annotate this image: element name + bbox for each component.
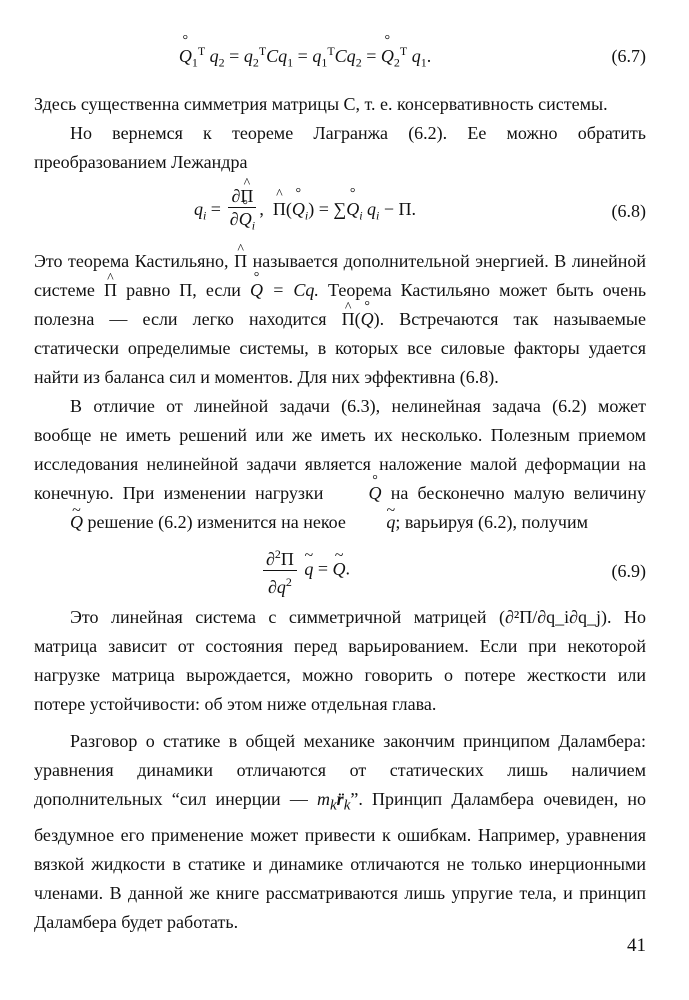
text-run: Теорема Кастильяно может быть очень полезна — если легко находится (34, 280, 647, 329)
text-run: Разговор о статике в общей механике закончим принципом Даламбера: уравнения динамики отличаются от статических лишь наличием дополнительных “сил инерции — (34, 731, 646, 809)
text-run: ”. Принцип Даламбера очевиден, но бездумное его применение может привести к ошибкам. Например, уравнения вязкой жидкости в статике и динамике отличаются не только инерционными членами. В данной же книге рассматриваются лишь упругие тела, и принцип Даламбера будет работать. (34, 789, 646, 932)
equation-number: (6.8) (611, 201, 646, 221)
paragraph-nonlinear: В отличие от линейной задачи (6.3), нелинейная задача (6.2) может вообще не иметь решений или же иметь их несколько. Полезным приемом исследования нелинейной задачи является наложение малой деформации на конечную. При изменении нагрузки ° Q на бесконечно малую величину ~ Q решение (6.2) изменится на некое ~ q; варьируя (6.2), получим (34, 392, 646, 537)
paragraph-castigliano: Это теорема Кастильяно, ^ П называется дополнительной энергией. В линейной системе ^ П равно П, если ° Q = Cq. Теорема Кастильяно может быть очень полезна — если легко находится ^ П(° Q). Встречаются так называемые статически определимые системы, в которых все силовые факторы удается найти из баланса сил и моментов. Для них эффективна (6.8). (34, 247, 646, 392)
equation-6-8 (34, 177, 646, 247)
paragraph-linear-system: Это линейная система с симметричной матрицей (∂²П/∂q_i∂q_j). Но матрица зависит от состояния перед варьированием. Если при некоторой нагрузке матрица вырождается, можно говорить о потере жесткости или потере устойчивости: об этом ниже отдельная глава. (34, 607, 646, 714)
paragraph-dalembert: Разговор о статике в общей механике закончим принципом Даламбера: уравнения динамики отличаются от статических лишь наличием дополнительных “сил инерции — $m_kr̈_k$”. Принцип Даламбера очевиден, но бездумное его применение может привести к ошибкам. Например, уравнения вязкой жидкости в статике и динамике отличаются не только инерционными членами. В данной же книге рассматриваются лишь упругие тела, и принцип Даламбера будет работать. (34, 731, 646, 932)
equation-6-7-formula: ° $Q_1^T$ $q_2 = q_2^TCq_1 = q_1^TCq_2$ = ° $Q_2^T$ $q_1$. (34, 44, 576, 71)
equation-number: (6.9) (611, 561, 646, 581)
equation-6-9-formula: $\frac{\partial^2П}{\partial q^2}$ ~ q = ~ Q. (34, 543, 576, 598)
paragraph-symmetry: Здесь существенна симметрия матрицы C, т. е. консервативность системы. (34, 94, 608, 114)
equation-number: (6.7) (611, 46, 646, 66)
paragraph-legendre: Но вернемся к теореме Лагранжа (6.2). Ее можно обратить преобразованием Лежандра (34, 123, 646, 172)
text-run: ; варьируя (6.2), получим (395, 512, 588, 532)
equation-6-7 (34, 30, 646, 90)
page-content (34, 30, 646, 937)
text-run: равно П, если (126, 280, 241, 300)
text-run: на бесконечно малую величину (390, 483, 646, 503)
text-run: называется дополнительной энергией. В линейной системе (34, 251, 646, 300)
text-run: Встречаются так называемые статически определимые системы, в которых все силовые факторы удается найти из баланса сил и моментов. Для них эффективна (6.8). (34, 309, 647, 387)
equation-6-9 (34, 537, 646, 603)
text-run: решение (6.2) изменится на некое (87, 512, 346, 532)
text-run: Это теорема Кастильяно, (34, 251, 229, 271)
page-number: 41 (627, 935, 646, 956)
text-run: В отличие от линейной задачи (6.3), нелинейная задача (6.2) может вообще не иметь решений или же иметь их несколько. Полезным приемом исследования нелинейной задачи является наложение малой деформации на конечную. При изменении нагрузки (34, 396, 646, 503)
equation-6-8-formula: $q_i$ = $\frac{\partial\^{} П}{\partial^\circ Q_i}$ , ^ П(° $Q_i$) = ∑° $Q_i$ $q_i - П$. (34, 185, 576, 237)
